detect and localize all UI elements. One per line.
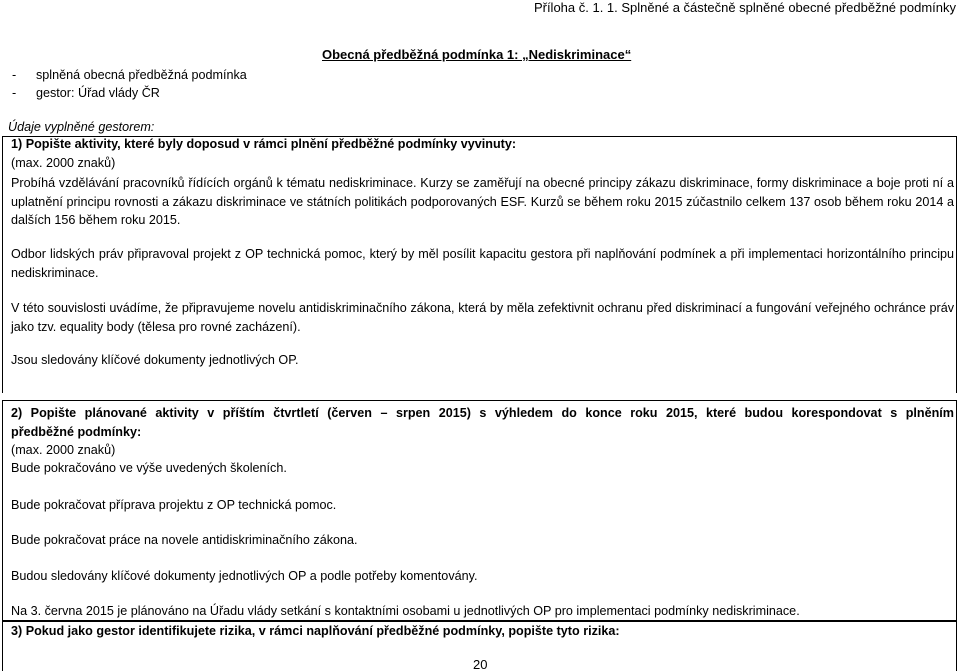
- q1-paragraph-2: Odbor lidských práv připravoval projekt z OP technická pomoc, který by měl posílit kapacitu gestora při naplňování podmínek a při implementaci horizontálního principu nediskriminace.: [11, 247, 954, 280]
- section-2-box: [2, 400, 957, 621]
- q2-limit: (max. 2000 znaků): [11, 443, 116, 457]
- status-item: - gestor: Úřad vlády ČR: [12, 86, 160, 100]
- q1-paragraph-1: Probíhá vzdělávání pracovníků řídících orgánů k tématu nediskriminace. Kurzy se zaměřují na obecné principy zákazu diskriminace, formy diskriminace a boje proti ní a uplatnění principu rovnosti a zákazu diskriminace ve státních politikách podporovaných ESF. Kurzů se během roku 2015 zúčastnilo celkem 137 osob během roku 2014 a dalších 156 během roku 2015.: [11, 176, 954, 228]
- status-list: [0, 66, 247, 102]
- status-item-label: gestor: Úřad vlády ČR: [36, 86, 160, 100]
- filled-by-label: Údaje vyplněné gestorem:: [8, 120, 155, 134]
- section-1-box: [2, 136, 957, 393]
- condition-title: Obecná předběžná podmínka 1: „Nediskriminace“: [322, 47, 632, 62]
- q1-paragraph-4: Jsou sledovány klíčové dokumenty jednotlivých OP.: [11, 353, 299, 367]
- page-number: 20: [473, 657, 488, 672]
- q2-item: Budou sledovány klíčové dokumenty jednotlivých OP a podle potřeby komentovány.: [11, 569, 478, 583]
- q2-item: Bude pokračovat práce na novele antidiskriminačního zákona.: [11, 533, 358, 547]
- page-header: Příloha č. 1. 1. Splněné a částečně splněné obecné předběžné podmínky: [533, 0, 956, 15]
- status-item-label: splněná obecná předběžná podmínka: [36, 68, 247, 82]
- q2-question-line-1: 2) Popište plánované aktivity v příštím čtvrtletí (červen – srpen 2015) s výhledem do konce roku 2015, které budou korespondovat s plněním: [11, 406, 954, 420]
- q3-question: 3) Pokud jako gestor identifikujete rizika, v rámci naplňování předběžné podmínky, popište tyto rizika:: [11, 624, 620, 638]
- q1-limit: (max. 2000 znaků): [11, 156, 116, 170]
- q2-note: Na 3. června 2015 je plánováno na Úřadu vlády setkání s kontaktními osobami u jednotlivých OP pro implementaci podmínky nediskriminace.: [11, 604, 800, 618]
- q2-question-line-2: předběžné podmínky:: [11, 425, 142, 439]
- q1-question: 1) Popište aktivity, které byly doposud v rámci plnění předběžné podmínky vyvinuty:: [11, 137, 517, 151]
- q1-paragraph-3: V této souvislosti uvádíme, že připravujeme novelu antidiskriminačního zákona, která by měla zefektivnit ochranu před diskriminací a fungování veřejného ochránce práv jako tzv. equality body (tělesa pro rovné zacházení).: [11, 301, 954, 334]
- q2-item: Bude pokračovat příprava projektu z OP technická pomoc.: [11, 498, 337, 512]
- q2-item: Bude pokračováno ve výše uvedených školeních.: [11, 461, 287, 475]
- status-item: - splněná obecná předběžná podmínka: [12, 68, 247, 82]
